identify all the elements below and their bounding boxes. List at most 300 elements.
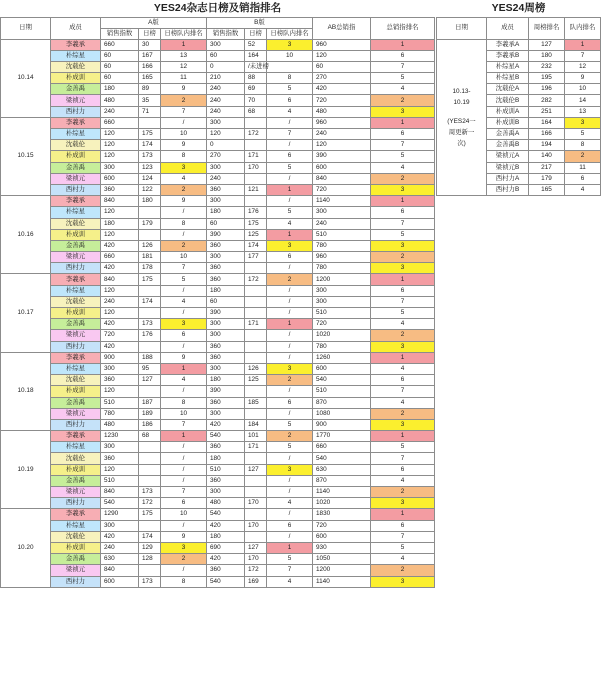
member-cell: 朴综星 [51,520,101,531]
ab-total-cell: 780 [313,341,371,352]
header-b-team-rank: 日榜队内排名 [267,28,313,39]
a-team-rank-cell: 7 [161,419,207,430]
b-daily-cell [245,285,267,296]
table-row [1,565,435,576]
a-team-rank-cell: / [161,285,207,296]
table-row [1,442,435,453]
ab-total-cell: 510 [313,308,371,319]
a-team-rank-cell: / [161,464,207,475]
weekly-member-cell: 李羲承A [487,39,529,50]
a-sales-index-cell: 240 [101,542,139,553]
b-daily-cell [245,487,267,498]
a-daily-cell: 180 [139,196,161,207]
a-team-rank-cell: 9 [161,352,207,363]
b-daily-cell [245,475,267,486]
a-daily-cell [139,565,161,576]
date-cell: 10.18 [1,352,51,430]
b-sales-index-cell: 360 [207,565,245,576]
a-daily-cell: 30 [139,39,161,50]
ab-total-cell: 780 [313,263,371,274]
b-sales-index-cell: 390 [207,308,245,319]
a-daily-cell: 124 [139,173,161,184]
a-sales-index-cell: 240 [101,106,139,117]
total-rank-cell: 3 [371,263,435,274]
b-team-rank-cell: 5 [267,162,313,173]
member-cell: 朴综星 [51,50,101,61]
b-team-rank-cell: / [267,330,313,341]
b-team-rank-cell: / [267,308,313,319]
a-daily-cell: 181 [139,252,161,263]
table-row [1,296,435,307]
a-team-rank-cell: 8 [161,576,207,587]
total-rank-cell: 3 [371,341,435,352]
ab-total-cell: 480 [313,106,371,117]
a-daily-cell [139,229,161,240]
a-team-rank-cell: 10 [161,408,207,419]
a-team-rank-cell: / [161,453,207,464]
b-daily-cell [245,196,267,207]
weekly-member-cell: 西村力B [487,184,529,195]
total-rank-cell: 2 [371,408,435,419]
member-cell: 朴综星 [51,207,101,218]
a-daily-cell: 128 [139,554,161,565]
a-sales-index-cell: 120 [101,308,139,319]
ab-total-cell: 540 [313,453,371,464]
a-daily-cell: 178 [139,263,161,274]
a-team-rank-cell: / [161,520,207,531]
b-sales-index-cell: 420 [207,520,245,531]
b-team-rank-cell: 3 [267,39,313,50]
a-team-rank-cell: / [161,229,207,240]
a-sales-index-cell: 420 [101,240,139,251]
member-cell: 李羲承 [51,509,101,520]
a-sales-index-cell: 480 [101,419,139,430]
a-sales-index-cell: 900 [101,352,139,363]
b-daily-cell: 184 [245,419,267,430]
header-member: 成员 [51,17,101,39]
b-daily-cell: 185 [245,397,267,408]
b-sales-index-cell: 300 [207,162,245,173]
member-cell: 金善禹 [51,475,101,486]
total-rank-cell: 7 [371,140,435,151]
weekly-team-rank-cell: 8 [565,140,601,151]
b-sales-index-cell: 0 [207,140,245,151]
member-cell: 李羲承 [51,431,101,442]
a-team-rank-cell: 4 [161,173,207,184]
ab-total-cell: 300 [313,285,371,296]
b-sales-index-cell: 270 [207,151,245,162]
a-team-rank-cell: 1 [161,39,207,50]
b-sales-index-cell: 300 [207,196,245,207]
a-sales-index-cell: 420 [101,531,139,542]
b-daily-cell [245,352,267,363]
a-sales-index-cell: 120 [101,207,139,218]
a-sales-index-cell: 720 [101,330,139,341]
header-version-a: A版 [101,17,207,28]
table-row [1,363,435,374]
b-sales-index-cell: 360 [207,341,245,352]
total-rank-cell: 6 [371,375,435,386]
table-row [1,498,435,509]
b-daily-cell [245,453,267,464]
total-rank-cell: 6 [371,285,435,296]
weekly-team-rank-cell: 13 [565,106,601,117]
b-team-rank-cell: 6 [267,252,313,263]
table-row [1,240,435,251]
b-team-rank-cell: / [267,453,313,464]
b-sales-index-cell: 210 [207,73,245,84]
weekly-member-cell: 梁祯元A [487,151,529,162]
member-cell: 朴成训 [51,386,101,397]
member-cell: 朴综星 [51,363,101,374]
table-row [1,542,435,553]
weekly-rank-cell: 195 [529,73,565,84]
b-sales-index-cell: 540 [207,576,245,587]
ab-total-cell: 540 [313,375,371,386]
total-rank-cell: 5 [371,442,435,453]
a-sales-index-cell: 300 [101,442,139,453]
total-rank-cell: 4 [371,554,435,565]
member-cell: 金善禹 [51,240,101,251]
header-a-sales-index: 销售指数 [101,28,139,39]
total-rank-cell: 7 [371,453,435,464]
b-sales-index-cell: 180 [207,375,245,386]
b-team-rank-cell: 4 [267,106,313,117]
b-sales-index-cell: 60 [207,218,245,229]
weekly-team-rank-cell: 4 [565,184,601,195]
total-rank-cell: 1 [371,274,435,285]
ab-total-cell: 930 [313,542,371,553]
a-daily-cell [139,520,161,531]
ab-total-cell: 270 [313,73,371,84]
a-daily-cell: 165 [139,73,161,84]
member-cell: 李羲承 [51,196,101,207]
a-sales-index-cell: 510 [101,475,139,486]
b-team-rank-cell: 1 [267,229,313,240]
a-sales-index-cell: 630 [101,554,139,565]
a-daily-cell: 187 [139,397,161,408]
a-sales-index-cell: 360 [101,453,139,464]
a-daily-cell: 174 [139,531,161,542]
header-a-team-rank: 日榜队内排名 [161,28,207,39]
weekly-date-cell [437,39,487,196]
weekly-member-cell: 朴综星B [487,73,529,84]
weekly-member-cell: 西村力A [487,173,529,184]
member-cell: 金善禹 [51,397,101,408]
ab-total-cell: 390 [313,151,371,162]
b-sales-index-cell: 300 [207,117,245,128]
a-team-rank-cell: 2 [161,184,207,195]
a-team-rank-cell: 9 [161,84,207,95]
table-row [1,308,435,319]
member-cell: 沈载伦 [51,375,101,386]
table-row [1,520,435,531]
table-row [1,352,435,363]
a-daily-cell [139,475,161,486]
ab-total-cell: 1200 [313,274,371,285]
b-daily-cell: 174 [245,240,267,251]
total-rank-cell: 7 [371,218,435,229]
member-cell: 朴成训 [51,73,101,84]
total-rank-cell: 1 [371,196,435,207]
b-sales-index-cell: 480 [207,498,245,509]
table-row [1,39,435,50]
b-team-rank-cell: 2 [267,375,313,386]
table-row [1,319,435,330]
a-team-rank-cell: 8 [161,151,207,162]
b-daily-cell: 170 [245,554,267,565]
table-row [1,73,435,84]
b-sales-index-cell: 240 [207,84,245,95]
member-cell: 朴成训 [51,308,101,319]
total-rank-cell: 6 [371,464,435,475]
b-team-rank-cell: 1 [267,542,313,553]
table-row [1,50,435,61]
a-daily-cell: 166 [139,61,161,72]
b-daily-cell: 121 [245,184,267,195]
ab-total-cell: 870 [313,475,371,486]
b-team-rank-cell: / [267,487,313,498]
a-daily-cell [139,464,161,475]
b-daily-cell [245,263,267,274]
a-daily-cell: 175 [139,274,161,285]
a-team-rank-cell: 12 [161,61,207,72]
ab-total-cell: 840 [313,173,371,184]
b-sales-index-cell: 540 [207,431,245,442]
weekly-update-note: (YES24一周更新一次) [447,117,476,147]
total-rank-cell: 2 [371,330,435,341]
b-team-rank-cell: / [267,475,313,486]
weekly-member-cell: 金善禹B [487,140,529,151]
a-sales-index-cell: 300 [101,162,139,173]
ab-total-cell: 960 [313,117,371,128]
total-rank-cell: 7 [371,531,435,542]
a-sales-index-cell: 420 [101,341,139,352]
member-cell: 李羲承 [51,117,101,128]
ab-total-cell: 1770 [313,431,371,442]
total-rank-cell: 4 [371,319,435,330]
b-sales-index-cell: 510 [207,464,245,475]
a-daily-cell: 173 [139,576,161,587]
a-team-rank-cell: 3 [161,542,207,553]
ab-total-cell: 1830 [313,509,371,520]
header-b-daily: 日榜 [245,28,267,39]
a-sales-index-cell: 1290 [101,509,139,520]
ab-total-cell: 870 [313,397,371,408]
b-daily-cell: 175 [245,218,267,229]
weekly-team-rank-cell: 10 [565,84,601,95]
b-daily-cell [245,296,267,307]
a-daily-cell: 172 [139,498,161,509]
a-daily-cell: 129 [139,542,161,553]
a-daily-cell: 173 [139,319,161,330]
member-cell: 西村力 [51,106,101,117]
weekly-header-member: 成员 [487,17,529,39]
b-team-rank-cell: / [267,386,313,397]
ab-total-cell: 600 [313,162,371,173]
b-team-rank-cell: / [267,263,313,274]
b-team-rank-cell: / [267,196,313,207]
ab-total-cell: 720 [313,184,371,195]
a-team-rank-cell: 2 [161,554,207,565]
b-daily-cell: 69 [245,84,267,95]
member-cell: 沈载伦 [51,296,101,307]
ab-total-cell: 720 [313,319,371,330]
total-rank-cell: 4 [371,475,435,486]
total-rank-cell: 3 [371,576,435,587]
ab-total-cell: 720 [313,520,371,531]
weekly-team-rank-cell: 9 [565,73,601,84]
a-daily-cell: 188 [139,352,161,363]
a-team-rank-cell: 6 [161,498,207,509]
a-team-rank-cell: 4 [161,375,207,386]
a-daily-cell: 71 [139,106,161,117]
weekly-rank-cell: 127 [529,39,565,50]
a-sales-index-cell: 60 [101,61,139,72]
b-daily-cell: 52 [245,39,267,50]
a-team-rank-cell: / [161,386,207,397]
ab-total-cell: 960 [313,39,371,50]
date-cell: 10.14 [1,39,51,117]
b-team-rank-cell: 2 [267,274,313,285]
total-rank-cell: 5 [371,542,435,553]
a-team-rank-cell: 10 [161,509,207,520]
b-team-rank-cell: / [267,140,313,151]
table-row [1,218,435,229]
weekly-chart-table [436,0,601,196]
member-cell: 金善禹 [51,554,101,565]
date-cell: 10.16 [1,196,51,274]
b-sales-index-cell: 180 [207,453,245,464]
weekly-team-rank-cell: 1 [565,39,601,50]
a-daily-cell: 173 [139,151,161,162]
ab-total-cell: 60 [313,61,371,72]
b-sales-index-cell: 60 [207,50,245,61]
b-sales-index-cell: 360 [207,240,245,251]
b-team-rank-cell: 6 [267,397,313,408]
table-row [1,431,435,442]
b-daily-cell: 170 [245,498,267,509]
ab-total-cell: 120 [313,50,371,61]
total-rank-cell: 1 [371,352,435,363]
a-sales-index-cell: 420 [101,263,139,274]
b-daily-cell: 177 [245,252,267,263]
table-row [1,531,435,542]
b-sales-index-cell: 300 [207,39,245,50]
table-row [1,84,435,95]
weekly-member-cell: 沈载伦B [487,95,529,106]
a-sales-index-cell: 840 [101,274,139,285]
date-cell: 10.19 [1,431,51,509]
table-row [1,386,435,397]
total-rank-cell: 6 [371,129,435,140]
total-rank-cell: 6 [371,520,435,531]
table-row [1,464,435,475]
b-daily-cell: 127 [245,464,267,475]
member-cell: 梁祯元 [51,173,101,184]
ab-total-cell: 1200 [313,565,371,576]
a-sales-index-cell: 120 [101,140,139,151]
b-sales-index-cell: 420 [207,554,245,565]
b-daily-cell: 171 [245,442,267,453]
b-sales-index-cell: 360 [207,274,245,285]
a-sales-index-cell: 120 [101,129,139,140]
ab-total-cell: 1080 [313,408,371,419]
member-cell: 西村力 [51,498,101,509]
b-daily-cell [245,173,267,184]
a-team-rank-cell: 7 [161,106,207,117]
total-rank-cell: 1 [371,431,435,442]
member-cell: 朴成训 [51,542,101,553]
total-rank-cell: 2 [371,252,435,263]
b-sales-index-cell: 540 [207,509,245,520]
b-sales-index-cell: 390 [207,229,245,240]
member-cell: 梁祯元 [51,95,101,106]
b-team-rank-cell: / [267,341,313,352]
ab-total-cell: 240 [313,129,371,140]
b-daily-cell: 126 [245,363,267,374]
total-rank-cell: 6 [371,207,435,218]
member-cell: 梁祯元 [51,408,101,419]
b-team-rank-cell: 5 [267,554,313,565]
table-row [1,184,435,195]
ab-total-cell: 1020 [313,330,371,341]
date-cell: 10.20 [1,509,51,587]
header-total-rank: 总销指排名 [371,17,435,39]
weekly-header-team-rank: 队内排名 [565,17,601,39]
b-daily-cell: 171 [245,319,267,330]
a-daily-cell: 189 [139,408,161,419]
b-team-rank-cell: 1 [267,319,313,330]
header-version-b: B版 [207,17,313,28]
a-sales-index-cell: 540 [101,498,139,509]
total-rank-cell: 2 [371,173,435,184]
b-daily-cell: 172 [245,129,267,140]
weekly-team-rank-cell: 2 [565,151,601,162]
table-row [1,274,435,285]
member-cell: 沈载伦 [51,140,101,151]
a-team-rank-cell: / [161,442,207,453]
total-rank-cell: 5 [371,73,435,84]
total-rank-cell: 6 [371,50,435,61]
b-daily-cell [245,308,267,319]
a-daily-cell: 174 [139,296,161,307]
a-daily-cell: 167 [139,50,161,61]
weekly-member-cell: 梁祯元B [487,162,529,173]
table-row [1,263,435,274]
a-team-rank-cell: 10 [161,252,207,263]
total-rank-cell: 5 [371,308,435,319]
table-row [1,252,435,263]
ab-total-cell: 630 [313,464,371,475]
b-sales-index-cell: 300 [207,319,245,330]
a-team-rank-cell: 8 [161,218,207,229]
b-daily-cell: 176 [245,207,267,218]
a-sales-index-cell: 660 [101,39,139,50]
a-sales-index-cell: 360 [101,184,139,195]
total-rank-cell: 1 [371,117,435,128]
a-sales-index-cell: 180 [101,218,139,229]
weekly-rank-cell: 140 [529,151,565,162]
table-row [1,453,435,464]
weekly-member-cell: 金善禹A [487,129,529,140]
b-team-rank-cell: / [267,296,313,307]
b-sales-index-cell: 360 [207,397,245,408]
b-daily-cell [245,531,267,542]
b-team-rank-cell: 4 [267,218,313,229]
a-sales-index-cell: 510 [101,397,139,408]
a-team-rank-cell: 4 [161,296,207,307]
